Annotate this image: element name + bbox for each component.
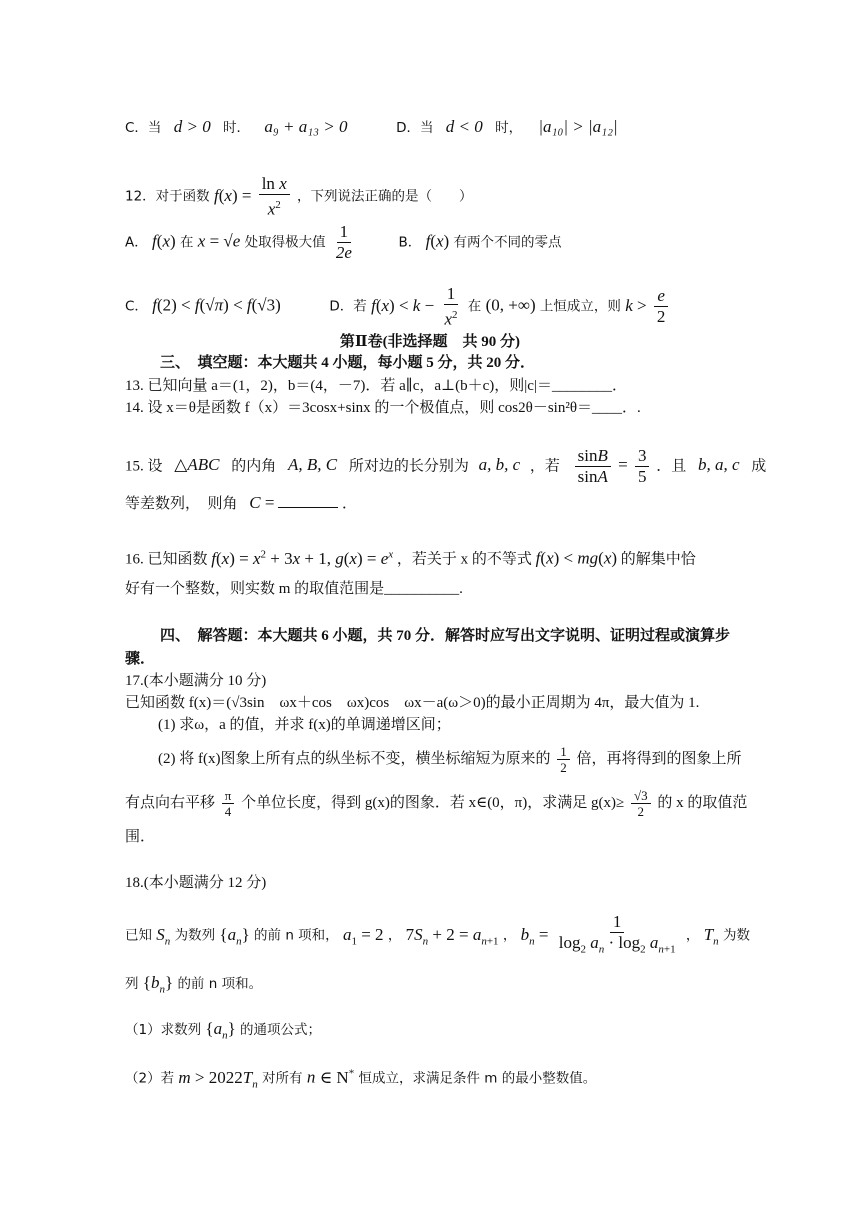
q12-a-label: A． — [125, 234, 148, 251]
q16-mid: ，若关于 x 的不等式 — [396, 551, 532, 568]
q18-part1-suffix: 的通项公式； — [240, 1022, 322, 1038]
part2-title: 第Ⅱ卷(非选择题 共 90 分) — [339, 334, 521, 350]
q17-part2-line1 — [158, 744, 742, 775]
q16-suffix: 的解集中恰 — [620, 551, 696, 568]
q17-sqrt3-over-2: $\frac{√3}{2}$ — [631, 788, 651, 819]
q17-part2-suffix: 倍，再将得到的图象上所 — [576, 750, 742, 767]
q15-answer-blank[interactable] — [278, 493, 338, 508]
q11-d-condition: d < 0 — [445, 117, 483, 136]
q17-shift-suffix: 的 x 的取值范 — [657, 794, 748, 811]
q18-part1-prefix: （1）求数列 — [125, 1022, 202, 1038]
q18-stem-f: 为数 — [722, 927, 750, 944]
q18-part1: （1）求数列 $\{a_n\}$ 的通项公式； — [125, 1019, 322, 1042]
q17-header: 17.(本小题满分 10 分) — [125, 673, 267, 689]
q18-part2-mid: 对所有 — [262, 1070, 303, 1087]
section3-heading: 三、 填空题：本大题共 4 小题，每小题 5 分，共 20 分． — [160, 355, 536, 371]
q15-line1: 15. 设 △ABC 的内角 A, B, C 所对边的长分别为 a, b, c ，若 $\frac{\sin B}{\sin A}$ = $\frac{3}{5}$ ．且 b, a, c 成 — [125, 446, 767, 486]
q12-options-ab: A． f(x) 在 x = √e 处取得极大值 $\frac{1}{2e}$ B． f(x) 有两个不同的零点 — [125, 222, 562, 262]
q18-stem: 已知 $S_n$ 为数列 $\{a_n\}$ 的前 n 项和， $a_1 = 2$ ， $7S_n + 2 = a_{n+1}$ ， $b_n$ = $\frac{1}{\log_2 a_n \cdot \log_2 a_{n+1}}$ ， $T_n$ 为数 — [125, 912, 750, 956]
q15-mid4: ．且 — [656, 458, 687, 475]
q12-stem-suffix: ，下列说法正确的是（ ） — [296, 188, 473, 205]
q18-part2-suffix: 恒成立，求满足条件 m 的最小整数值。 — [358, 1070, 597, 1087]
q12-b-label: B． — [398, 234, 422, 251]
q18-line2: 列 $\{b_n\}$ 的前 n 项和。 — [125, 973, 263, 996]
q18-line2-suffix: 的前 n 项和。 — [177, 976, 263, 992]
q16-line2: 好有一个整数，则实数 m 的取值范围是__________. — [125, 581, 463, 597]
q12-d-text2: 上恒成立，则 — [539, 298, 621, 315]
q18-stem-prefix: 已知 — [125, 927, 152, 944]
q17-part1: (1) 求ω，a 的值，并求 f(x)的单调递增区间； — [158, 717, 451, 733]
q12-options-cd: C． f(2) < f(√π) < f(√3) D．若 f(x) < k − $\frac{1}{x^2}$ 在 (0, +∞) 上恒成立，则 k > $\frac{e}{2}$ — [125, 284, 671, 330]
q15-mid3: ，若 — [529, 458, 560, 475]
q11-d-time: 时， — [495, 120, 523, 136]
q18-stem-b: 的前 n 项和， — [254, 927, 339, 944]
q18-stem-c: ， — [387, 927, 402, 944]
q18-stem-a: 为数列 — [174, 927, 216, 944]
q12-a-text2: 处取得极大值 — [244, 234, 326, 251]
q12-b-text: 有两个不同的零点 — [453, 234, 562, 251]
q16-prefix: 16. 已知函数 — [125, 551, 208, 568]
q16-line1: 16. 已知函数 $f(x) = x^2 + 3x + 1$, $g(x) = e^x$ ，若关于 x 的不等式 f(x) < mg(x) 的解集中恰 — [125, 548, 696, 568]
q18-stem-e: ， — [685, 927, 700, 944]
q15-mid1: 的内角 — [231, 458, 277, 475]
q18-stem-d: ， — [502, 927, 517, 944]
q15-line2: 等差数列， 则角 C = ． — [125, 493, 357, 512]
q17-part2-line2 — [125, 788, 747, 819]
q15-line2-suffix: ． — [341, 496, 357, 512]
q11-d-expression: |a₁₀| > |a₁₂| — [538, 117, 618, 136]
q11-c-condition: d > 0 — [173, 117, 211, 136]
q14-text: 14. 设 x＝θ是函数 f（x）＝3cosx+sinx 的一个极值点，则 cos2θ－sin²θ＝____．. — [125, 400, 641, 416]
q13-text: 13. 已知向量 a＝(1，2)，b＝(4，－7)．若 a∥c，a⊥(b＋c)，则|c|＝________． — [125, 378, 627, 394]
q12-d-text1: 在 — [467, 298, 482, 315]
q12-c-expression: f(2) < f(√π) < f(√3) — [152, 295, 281, 315]
q17-shift-prefix: 有点向右平移 — [125, 794, 216, 811]
q18-part2: （2）若 $m > 2022T_n$ 对所有 n ∈ N* 恒成立，求满足条件 m 的最小整数值。 — [125, 1067, 597, 1091]
q17-pi-over-4: $\frac{\pi}{4}$ — [222, 788, 235, 819]
q16-functions: $f(x) = x^2 + 3x + 1$, $g(x) = e^x$ — [211, 548, 394, 568]
q12-a-fraction: $\frac{1}{2e}$ — [335, 222, 352, 262]
q12-stem-prefix: 12．对于函数 — [125, 188, 210, 205]
q17-half-fraction: $\frac{1}{2}$ — [557, 744, 570, 775]
q12-a-text1: 在 — [179, 234, 194, 251]
q15-mid2: 所对边的长分别为 — [348, 458, 469, 475]
q18-line2-prefix: 列 — [125, 976, 139, 992]
q15-line2-prefix: 等差数列， 则角 — [125, 496, 238, 512]
q11-c-label: C．当 — [125, 120, 162, 136]
q17-part2-line3: 围． — [125, 829, 156, 845]
q11-c-time: 时． — [223, 120, 251, 136]
q17-shift-mid: 个单位长度，得到 g(x)的图象．若 x∈(0，π)，求满足 g(x)≥ — [241, 794, 625, 811]
q17-stem: 已知函数 f(x)＝(√3sin ωx＋cos ωx)cos ωx－a(ω＞0)的最小正周期为 4π，最大值为 1. — [125, 695, 700, 711]
q15-prefix: 15. 设 — [125, 458, 163, 475]
section4-line1: 四、 解答题：本大题共 6 小题，共 70 分．解答时应写出文字说明、证明过程或演算步 — [160, 628, 731, 644]
q18-header: 18.(本小题满分 12 分) — [125, 875, 267, 891]
q15-mid5: 成 — [751, 458, 767, 475]
q12-c-label: C． — [125, 298, 148, 315]
q11-d-label: D．当 — [396, 120, 434, 136]
q11-options — [125, 116, 618, 139]
q12-function-formula: f(x) = $\frac{\text{ln x}}{x^2}$ — [214, 186, 297, 205]
q11-c-expression: a₉ + a₁₃ > 0 — [264, 117, 348, 136]
q12-d-label: D．若 — [329, 298, 367, 315]
q17-part2-prefix: (2) 将 f(x)图象上所有点的纵坐标不变，横坐标缩短为原来的 — [158, 750, 551, 767]
q18-part2-prefix: （2）若 — [125, 1070, 175, 1087]
section4-line2: 骤． — [125, 651, 156, 667]
q12-stem — [125, 174, 472, 220]
